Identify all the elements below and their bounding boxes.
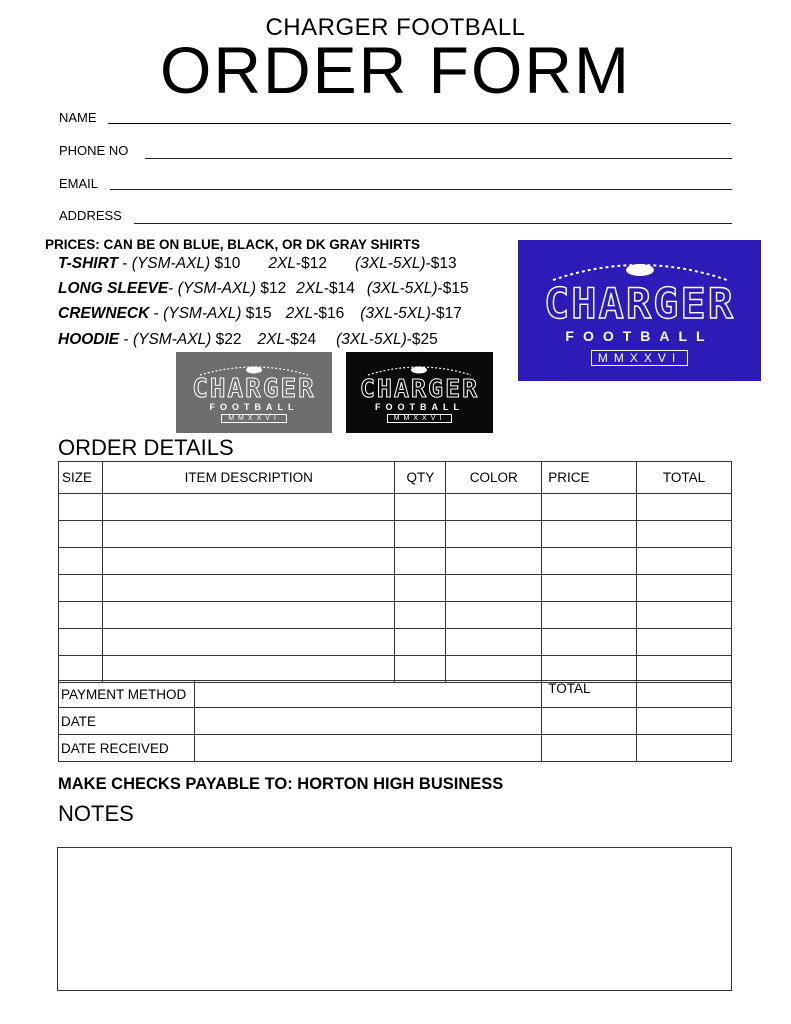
price-item-name: LONG SLEEVE xyxy=(58,280,169,297)
price-row-tshirt: T-SHIRT - (YSM-AXL) $10 2XL-$12 (3XL-5XL)-$13 xyxy=(58,255,457,272)
logo-sub: FOOTBALL xyxy=(375,402,464,412)
col-item-description: ITEM DESCRIPTION xyxy=(102,462,394,494)
order-table-header xyxy=(59,462,732,494)
color-cell[interactable] xyxy=(446,521,542,548)
color-cell[interactable] xyxy=(446,629,542,656)
football-arc-icon xyxy=(545,256,735,282)
qty-cell[interactable] xyxy=(395,602,446,629)
total-cell[interactable] xyxy=(637,656,732,683)
payment-row xyxy=(59,681,732,708)
description-cell[interactable] xyxy=(102,656,394,683)
grand-total-field[interactable] xyxy=(637,681,732,708)
size-cell[interactable] xyxy=(59,602,103,629)
size-cell[interactable] xyxy=(59,548,103,575)
color-cell[interactable] xyxy=(446,548,542,575)
price-cell[interactable] xyxy=(542,494,637,521)
description-cell[interactable] xyxy=(102,629,394,656)
qty-cell[interactable] xyxy=(395,629,446,656)
logo-sub: FOOTBALL xyxy=(209,402,299,412)
name-label: NAME xyxy=(59,110,97,125)
total-cell[interactable] xyxy=(637,494,732,521)
logo-sub: FOOTBALL xyxy=(565,327,714,344)
price-row-crewneck: CREWNECK - (YSM-AXL) $15 2XL-$16 (3XL-5XL)-$17 xyxy=(58,305,462,322)
date-field[interactable] xyxy=(194,708,541,735)
checks-payable-note: MAKE CHECKS PAYABLE TO: HORTON HIGH BUSINESS xyxy=(58,775,504,793)
qty-cell[interactable] xyxy=(395,494,446,521)
logo-gray-shirt xyxy=(176,352,332,433)
name-field[interactable] xyxy=(108,123,731,124)
address-label: ADDRESS xyxy=(59,208,122,223)
price-cell[interactable] xyxy=(542,548,637,575)
qty-cell[interactable] xyxy=(395,548,446,575)
table-row xyxy=(59,548,732,575)
phone-field[interactable] xyxy=(145,158,732,159)
color-cell[interactable] xyxy=(446,602,542,629)
total-cell[interactable] xyxy=(637,629,732,656)
date-received-label: DATE RECEIVED xyxy=(59,735,195,762)
qty-cell[interactable] xyxy=(395,521,446,548)
description-cell[interactable] xyxy=(102,521,394,548)
logo-black-shirt xyxy=(346,352,493,433)
table-row xyxy=(59,521,732,548)
table-row xyxy=(59,629,732,656)
email-field[interactable] xyxy=(110,189,732,190)
size-cell[interactable] xyxy=(59,656,103,683)
date-received-field[interactable] xyxy=(194,735,541,762)
table-row xyxy=(59,656,732,683)
description-cell[interactable] xyxy=(102,548,394,575)
payment-method-field[interactable] xyxy=(194,681,541,708)
date-row xyxy=(59,708,732,735)
qty-cell[interactable] xyxy=(395,656,446,683)
col-color: COLOR xyxy=(446,462,542,494)
size-cell[interactable] xyxy=(59,575,103,602)
color-cell[interactable] xyxy=(446,575,542,602)
notes-title: NOTES xyxy=(58,801,134,826)
size-cell[interactable] xyxy=(59,629,103,656)
price-item-name: CREWNECK xyxy=(58,305,150,322)
date-label: DATE xyxy=(59,708,195,735)
order-table xyxy=(58,461,732,683)
table-row xyxy=(59,494,732,521)
description-cell[interactable] xyxy=(102,602,394,629)
price-cell[interactable] xyxy=(542,602,637,629)
date-received-row xyxy=(59,735,732,762)
total-cell[interactable] xyxy=(637,521,732,548)
price-cell[interactable] xyxy=(542,629,637,656)
size-cell[interactable] xyxy=(59,521,103,548)
email-label: EMAIL xyxy=(59,176,99,191)
logo-word: CHARGER xyxy=(359,374,480,403)
prices-heading: PRICES: CAN BE ON BLUE, BLACK, OR DK GRAY SHIRTS xyxy=(45,237,421,252)
description-cell[interactable] xyxy=(102,575,394,602)
logo-year: MMXXVI xyxy=(591,350,688,366)
price-row-long-sleeve: LONG SLEEVE- (YSM-AXL) $12 2XL-$14 (3XL-5XL)-$15 xyxy=(58,280,469,297)
total-cell[interactable] xyxy=(637,548,732,575)
notes-field[interactable] xyxy=(57,847,732,991)
address-field[interactable] xyxy=(134,223,732,224)
price-row-hoodie: HOODIE - (YSM-AXL) $22 2XL-$24 (3XL-5XL)-$25 xyxy=(58,331,438,348)
payment-table xyxy=(58,680,732,762)
col-size: SIZE xyxy=(59,462,103,494)
col-qty: QTY xyxy=(395,462,446,494)
description-cell[interactable] xyxy=(102,494,394,521)
color-cell[interactable] xyxy=(446,494,542,521)
logo-word: CHARGER xyxy=(192,374,316,404)
logo-blue-shirt xyxy=(518,240,761,381)
price-item-name: HOODIE xyxy=(58,331,120,348)
total-label: TOTAL xyxy=(542,681,637,708)
col-price: PRICE xyxy=(542,462,637,494)
payment-method-label: PAYMENT METHOD xyxy=(59,681,195,708)
size-cell[interactable] xyxy=(59,494,103,521)
phone-label: PHONE NO xyxy=(59,143,129,158)
price-cell[interactable] xyxy=(542,521,637,548)
form-title: ORDER FORM xyxy=(160,33,631,107)
total-cell[interactable] xyxy=(637,602,732,629)
price-cell[interactable] xyxy=(542,575,637,602)
table-row xyxy=(59,602,732,629)
price-cell[interactable] xyxy=(542,656,637,683)
logo-year: MMXXVI xyxy=(387,414,453,423)
logo-year: MMXXVI xyxy=(221,414,287,423)
form-subtitle: CHARGER FOOTBALL xyxy=(265,14,526,41)
qty-cell[interactable] xyxy=(395,575,446,602)
price-item-name: T-SHIRT xyxy=(58,255,118,272)
table-row xyxy=(59,575,732,602)
color-cell[interactable] xyxy=(446,656,542,683)
logo-word: CHARGER xyxy=(543,278,735,328)
order-details-title: ORDER DETAILS xyxy=(58,435,234,460)
total-cell[interactable] xyxy=(637,575,732,602)
col-total: TOTAL xyxy=(637,462,732,494)
